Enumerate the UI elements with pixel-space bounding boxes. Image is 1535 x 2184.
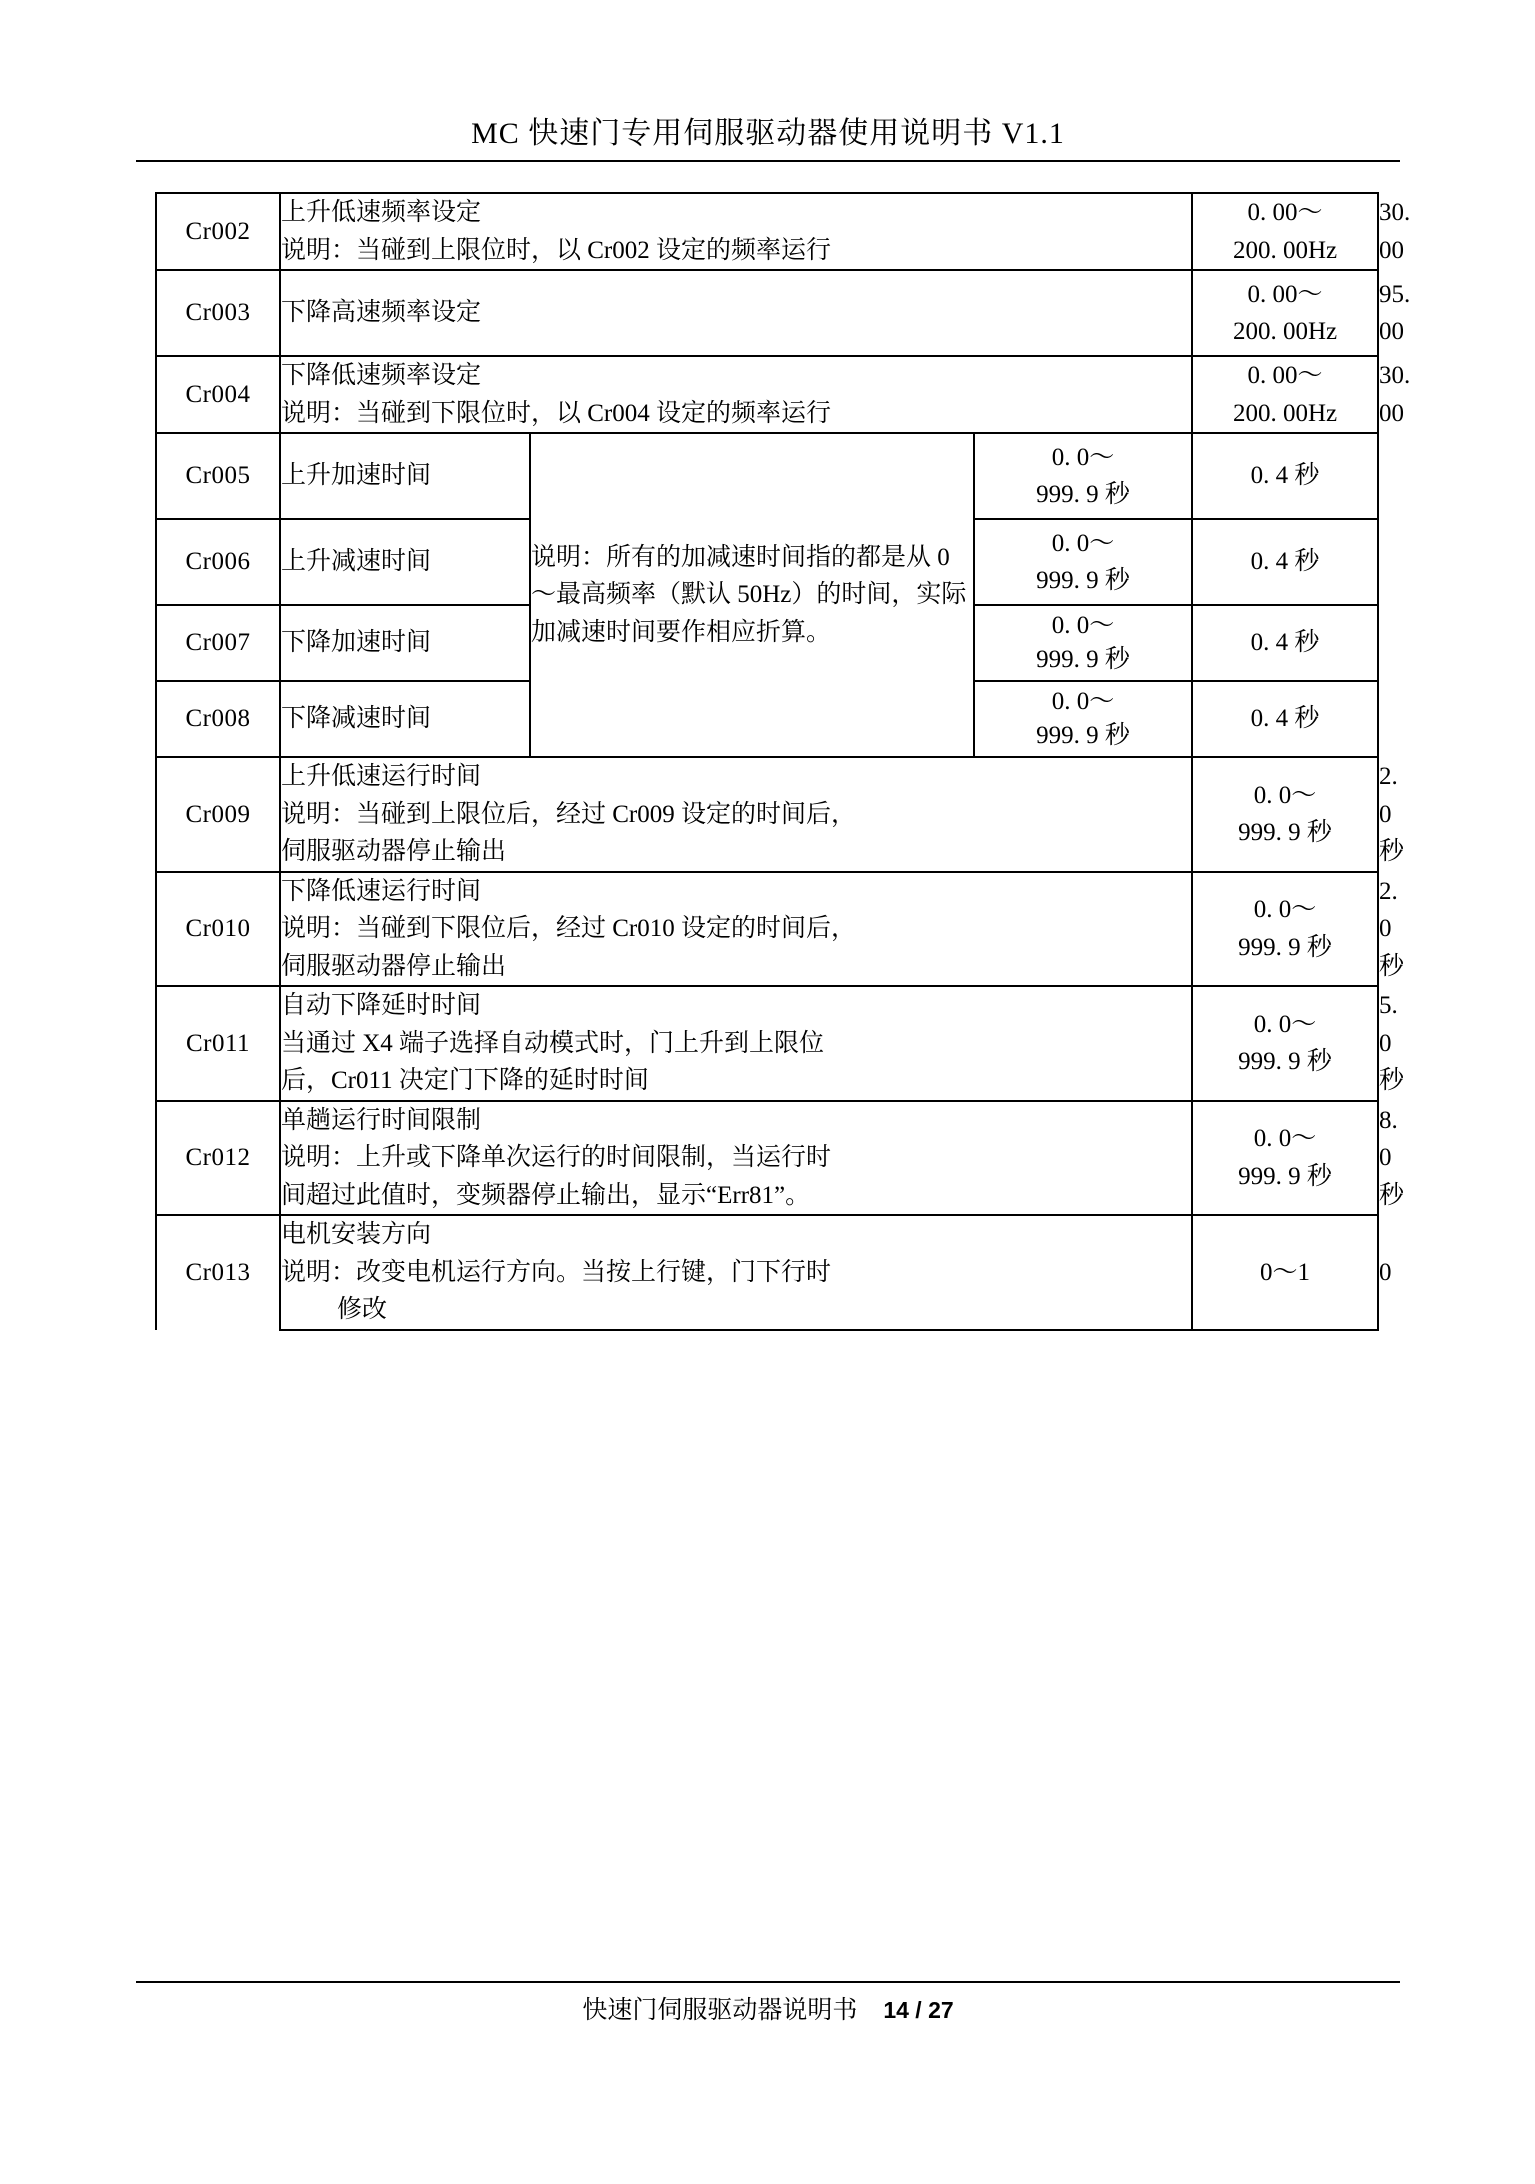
page-footer [136,1990,1400,2026]
param-code: Cr010 [156,872,280,987]
param-range: 0. 0～ 999. 9 秒 [974,519,1192,605]
param-name: 下降低速运行时间 [280,872,1192,911]
param-name: 下降减速时间 [280,681,530,757]
footer-title: 快速门伺服驱动器说明书 [582,1997,858,2024]
table-row: Cr004 下降低速频率设定 0. 00～ 200. 00Hz 30. 00 [156,356,1378,395]
param-range: 0. 00～ 200. 00Hz [1192,193,1378,270]
table-row: Cr009 上升低速运行时间 0. 0～ 999. 9 秒 2. 0 秒 [156,757,1378,796]
param-code: Cr006 [156,519,280,605]
table-row [156,433,1378,519]
param-code: Cr012 [156,1101,280,1216]
param-range: 0～1 [1192,1215,1378,1330]
param-note: 说明：当碰到上限位后，经过 Cr009 设定的时间后， 伺服驱动器停止输出 [280,796,1192,872]
param-name: 自动下降延时时间 [280,986,1192,1025]
param-note: 当通过 X4 端子选择自动模式时，门上升到上限位 后，Cr011 决定门下降的延时时间 [280,1025,1192,1101]
param-code: Cr003 [156,270,280,356]
param-note: 说明：上升或下降单次运行的时间限制，当运行时 间超过此值时，变频器停止输出，显示“Err81”。 [280,1139,1192,1215]
param-code: Cr007 [156,605,280,681]
table-row: Cr002 上升低速频率设定 0. 00～ 200. 00Hz 30. 00 [156,193,1378,232]
param-range: 0. 0～ 999. 9 秒 [1192,757,1378,872]
param-range: 0. 0～ 999. 9 秒 [1192,1101,1378,1216]
page-header: MC 快速门专用伺服驱动器使用说明书 V1.1 [471,117,1065,150]
param-default: 0. 4 秒 [1192,519,1378,605]
param-code: Cr008 [156,681,280,757]
param-range: 0. 0～ 999. 9 秒 [974,433,1192,519]
param-range: 0. 00～ 200. 00Hz [1192,270,1378,356]
param-name: 上升低速运行时间 [280,757,1192,796]
param-name: 下降低速频率设定 [280,356,1192,395]
param-name: 上升减速时间 [280,519,530,605]
header-divider [136,160,1400,162]
param-range: 0. 0～ 999. 9 秒 [974,605,1192,681]
param-name: 上升低速频率设定 [280,193,1192,232]
param-note: 说明：当碰到下限位时，以 Cr004 设定的频率运行 [280,395,1192,434]
param-note: 说明：当碰到下限位后，经过 Cr010 设定的时间后， 伺服驱动器停止输出 [280,910,1192,986]
table-row: Cr013 电机安装方向 0～1 0 [156,1215,1378,1254]
param-code: Cr002 [156,193,280,270]
param-code: Cr009 [156,757,280,872]
param-name: 下降加速时间 [280,605,530,681]
table-row: Cr012 单趟运行时间限制 0. 0～ 999. 9 秒 8. 0 秒 [156,1101,1378,1140]
param-range: 0. 0～ 999. 9 秒 [1192,872,1378,987]
param-note: 说明：改变电机运行方向。当按上行键，门下行时 修改 [280,1254,1192,1330]
param-note: 说明：当碰到上限位时，以 Cr002 设定的频率运行 [280,232,1192,271]
table-row: Cr003 下降高速频率设定 0. 00～ 200. 00Hz 95. 00 [156,270,1378,356]
param-code: Cr011 [156,986,280,1101]
param-code: Cr005 [156,433,280,519]
page-number: 14 / 27 [883,1997,954,2023]
parameter-table [155,192,1411,1331]
param-default: 0. 4 秒 [1192,681,1378,757]
param-code: Cr004 [156,356,280,433]
table-row: Cr011 自动下降延时时间 0. 0～ 999. 9 秒 5. 0 秒 [156,986,1378,1025]
param-note-merged: 说明：所有的加减速时间指的都是从 0～最高频率（默认 50Hz）的时间，实际加减速时间要作相应折算。 [530,433,974,757]
param-name: 上升加速时间 [280,433,530,519]
param-name: 单趟运行时间限制 [280,1101,1192,1140]
param-range: 0. 0～ 999. 9 秒 [1192,986,1378,1101]
param-range: 0. 00～ 200. 00Hz [1192,356,1378,433]
param-name: 电机安装方向 [280,1215,1192,1254]
param-default: 0. 4 秒 [1192,605,1378,681]
param-default: 0. 4 秒 [1192,433,1378,519]
param-range: 0. 0～ 999. 9 秒 [974,681,1192,757]
param-code: Cr013 [156,1215,280,1330]
param-name: 下降高速频率设定 [280,270,1192,356]
table-row: Cr010 下降低速运行时间 0. 0～ 999. 9 秒 2. 0 秒 [156,872,1378,911]
footer-divider [136,1981,1400,1983]
